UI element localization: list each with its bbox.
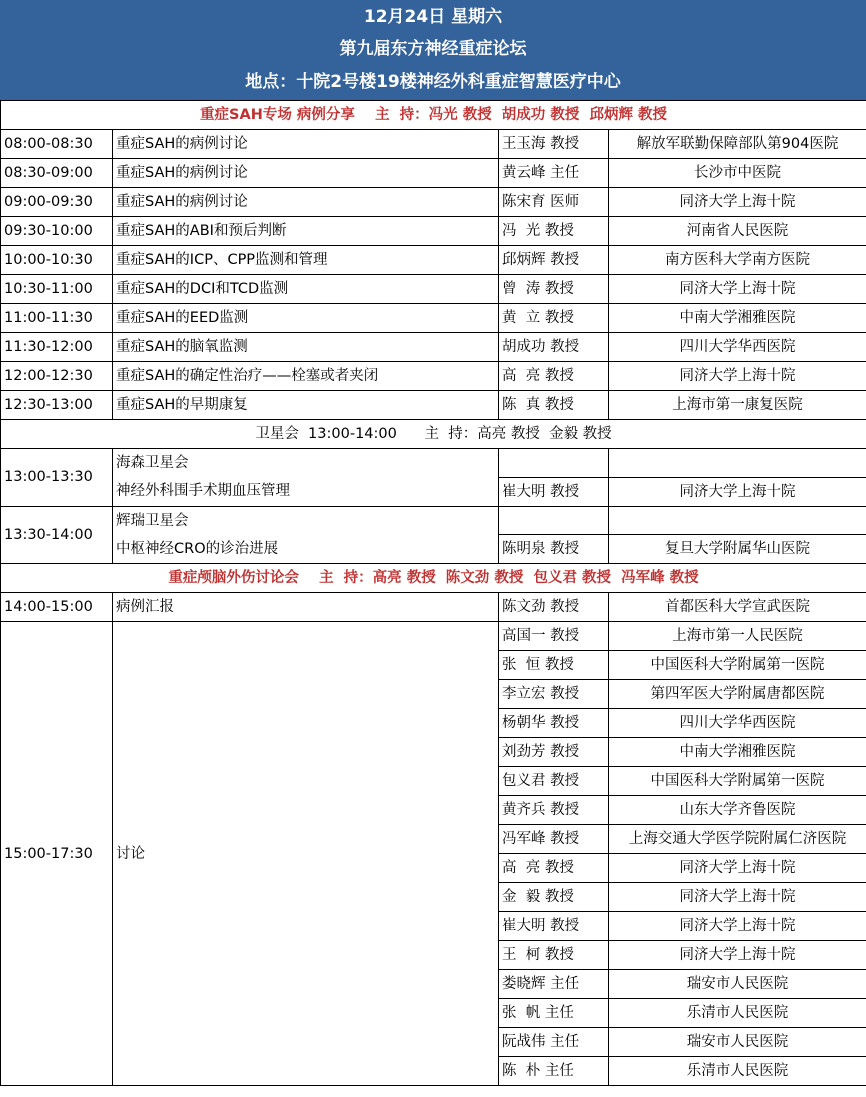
schedule-row xyxy=(1,130,866,159)
schedule-row xyxy=(1,217,866,246)
speaker-cell: 陈 真 教授 xyxy=(499,391,609,420)
institution-cell: 中南大学湘雅医院 xyxy=(609,304,866,333)
time-cell: 08:30-09:00 xyxy=(1,159,113,188)
time-cell: 10:30-11:00 xyxy=(1,275,113,304)
schedule-row xyxy=(1,188,866,217)
time-cell: 12:30-13:00 xyxy=(1,391,113,420)
schedule-row xyxy=(1,159,866,188)
schedule-row xyxy=(1,593,866,622)
schedule-row xyxy=(1,246,866,275)
schedule-table xyxy=(0,100,866,1086)
session-header-tbi xyxy=(1,564,866,593)
speaker-cell: 刘劲芳 教授 xyxy=(499,738,609,767)
institution-cell: 河南省人民医院 xyxy=(609,217,866,246)
schedule-row xyxy=(1,333,866,362)
institution-cell: 解放军联勤保障部队第904医院 xyxy=(609,130,866,159)
speaker-cell: 陈明泉 教授 xyxy=(499,535,609,564)
session-header-satellite xyxy=(1,420,866,449)
satellite-row xyxy=(1,449,866,478)
sponsor-cell: 海森卫星会 xyxy=(113,449,499,478)
institution-cell-empty xyxy=(609,449,866,478)
institution-cell: 复旦大学附属华山医院 xyxy=(609,535,866,564)
speaker-cell: 黄云峰 主任 xyxy=(499,159,609,188)
institution-cell: 同济大学上海十院 xyxy=(609,362,866,391)
institution-cell: 乐清市人民医院 xyxy=(609,1057,866,1086)
time-cell: 11:30-12:00 xyxy=(1,333,113,362)
institution-cell: 上海市第一人民医院 xyxy=(609,622,866,651)
institution-cell: 乐清市人民医院 xyxy=(609,999,866,1028)
speaker-cell: 陈文劲 教授 xyxy=(499,593,609,622)
topic-cell: 重症SAH的病例讨论 xyxy=(113,130,499,159)
speaker-cell-empty xyxy=(499,506,609,535)
speaker-cell: 胡成功 教授 xyxy=(499,333,609,362)
institution-cell: 同济大学上海十院 xyxy=(609,941,866,970)
sponsor-cell: 辉瑞卫星会 xyxy=(113,506,499,535)
speaker-cell: 王 柯 教授 xyxy=(499,941,609,970)
institution-cell: 同济大学上海十院 xyxy=(609,188,866,217)
satellite-row xyxy=(1,506,866,535)
institution-cell: 南方医科大学南方医院 xyxy=(609,246,866,275)
speaker-cell: 邱炳辉 教授 xyxy=(499,246,609,275)
topic-cell: 中枢神经CRO的诊治进展 xyxy=(113,535,499,564)
speaker-cell: 王玉海 教授 xyxy=(499,130,609,159)
topic-cell: 重症SAH的ICP、CPP监测和管理 xyxy=(113,246,499,275)
speaker-cell: 黄 立 教授 xyxy=(499,304,609,333)
speaker-cell: 高 亮 教授 xyxy=(499,362,609,391)
institution-cell-empty xyxy=(609,506,866,535)
time-cell: 13:30-14:00 xyxy=(1,506,113,564)
speaker-cell: 陈 朴 主任 xyxy=(499,1057,609,1086)
schedule-row xyxy=(1,362,866,391)
speaker-cell: 李立宏 教授 xyxy=(499,680,609,709)
header-banner xyxy=(0,0,866,100)
panel-row xyxy=(1,622,866,651)
speaker-cell: 高 亮 教授 xyxy=(499,854,609,883)
institution-cell: 中南大学湘雅医院 xyxy=(609,738,866,767)
institution-cell: 瑞安市人民医院 xyxy=(609,970,866,999)
schedule-row xyxy=(1,391,866,420)
institution-cell: 第四军医大学附属唐都医院 xyxy=(609,680,866,709)
topic-cell: 病例汇报 xyxy=(113,593,499,622)
institution-cell: 同济大学上海十院 xyxy=(609,477,866,506)
institution-cell: 四川大学华西医院 xyxy=(609,333,866,362)
topic-cell: 重症SAH的脑氧监测 xyxy=(113,333,499,362)
schedule-row xyxy=(1,304,866,333)
speaker-cell: 张 恒 教授 xyxy=(499,651,609,680)
speaker-cell: 阮战伟 主任 xyxy=(499,1028,609,1057)
session-title: 重症SAH专场 病例分享 主 持：冯光 教授 胡成功 教授 邱炳辉 教授 xyxy=(1,101,866,130)
session-header-sah xyxy=(1,101,866,130)
speaker-cell: 高国一 教授 xyxy=(499,622,609,651)
speaker-cell: 黄齐兵 教授 xyxy=(499,796,609,825)
speaker-cell: 崔大明 教授 xyxy=(499,477,609,506)
session-title: 卫星会 13:00-14:00 主 持：高亮 教授 金毅 教授 xyxy=(1,420,866,449)
forum-title: 第九届东方神经重症论坛 xyxy=(339,39,527,59)
time-cell: 12:00-12:30 xyxy=(1,362,113,391)
date-line: 12月24日 星期六 xyxy=(363,7,503,27)
institution-cell: 同济大学上海十院 xyxy=(609,854,866,883)
institution-cell: 山东大学齐鲁医院 xyxy=(609,796,866,825)
speaker-cell: 冯 光 教授 xyxy=(499,217,609,246)
topic-cell: 重症SAH的病例讨论 xyxy=(113,188,499,217)
speaker-cell-empty xyxy=(499,449,609,478)
institution-cell: 首都医科大学宣武医院 xyxy=(609,593,866,622)
institution-cell: 同济大学上海十院 xyxy=(609,912,866,941)
institution-cell: 上海交通大学医学院附属仁济医院 xyxy=(609,825,866,854)
institution-cell: 长沙市中医院 xyxy=(609,159,866,188)
institution-cell: 中国医科大学附属第一医院 xyxy=(609,767,866,796)
topic-cell: 重症SAH的DCI和TCD监测 xyxy=(113,275,499,304)
speaker-cell: 陈宋育 医师 xyxy=(499,188,609,217)
topic-cell: 重症SAH的早期康复 xyxy=(113,391,499,420)
speaker-cell: 金 毅 教授 xyxy=(499,883,609,912)
satellite-row-detail xyxy=(1,535,866,564)
time-cell: 10:00-10:30 xyxy=(1,246,113,275)
time-cell: 11:00-11:30 xyxy=(1,304,113,333)
speaker-cell: 娄晓辉 主任 xyxy=(499,970,609,999)
speaker-cell: 包义君 教授 xyxy=(499,767,609,796)
time-cell: 08:00-08:30 xyxy=(1,130,113,159)
topic-cell: 重症SAH的确定性治疗——栓塞或者夹闭 xyxy=(113,362,499,391)
location-line: 地点：十院2号楼19楼神经外科重症智慧医疗中心 xyxy=(245,72,621,92)
speaker-cell: 杨朝华 教授 xyxy=(499,709,609,738)
institution-cell: 上海市第一康复医院 xyxy=(609,391,866,420)
time-cell: 13:00-13:30 xyxy=(1,449,113,507)
topic-cell: 重症SAH的ABI和预后判断 xyxy=(113,217,499,246)
time-cell: 14:00-15:00 xyxy=(1,593,113,622)
institution-cell: 同济大学上海十院 xyxy=(609,275,866,304)
institution-cell: 同济大学上海十院 xyxy=(609,883,866,912)
time-cell: 15:00-17:30 xyxy=(1,622,113,1086)
session-title: 重症颅脑外伤讨论会 主 持：高亮 教授 陈文劲 教授 包义君 教授 冯军峰 教授 xyxy=(1,564,866,593)
time-cell: 09:30-10:00 xyxy=(1,217,113,246)
speaker-cell: 曾 涛 教授 xyxy=(499,275,609,304)
topic-cell: 神经外科围手术期血压管理 xyxy=(113,477,499,506)
topic-cell: 重症SAH的病例讨论 xyxy=(113,159,499,188)
time-cell: 09:00-09:30 xyxy=(1,188,113,217)
topic-cell: 重症SAH的EED监测 xyxy=(113,304,499,333)
speaker-cell: 冯军峰 教授 xyxy=(499,825,609,854)
topic-cell: 讨论 xyxy=(113,622,499,1086)
speaker-cell: 张 帆 主任 xyxy=(499,999,609,1028)
institution-cell: 中国医科大学附属第一医院 xyxy=(609,651,866,680)
institution-cell: 瑞安市人民医院 xyxy=(609,1028,866,1057)
speaker-cell: 崔大明 教授 xyxy=(499,912,609,941)
schedule-row xyxy=(1,275,866,304)
institution-cell: 四川大学华西医院 xyxy=(609,709,866,738)
satellite-row-detail xyxy=(1,477,866,506)
